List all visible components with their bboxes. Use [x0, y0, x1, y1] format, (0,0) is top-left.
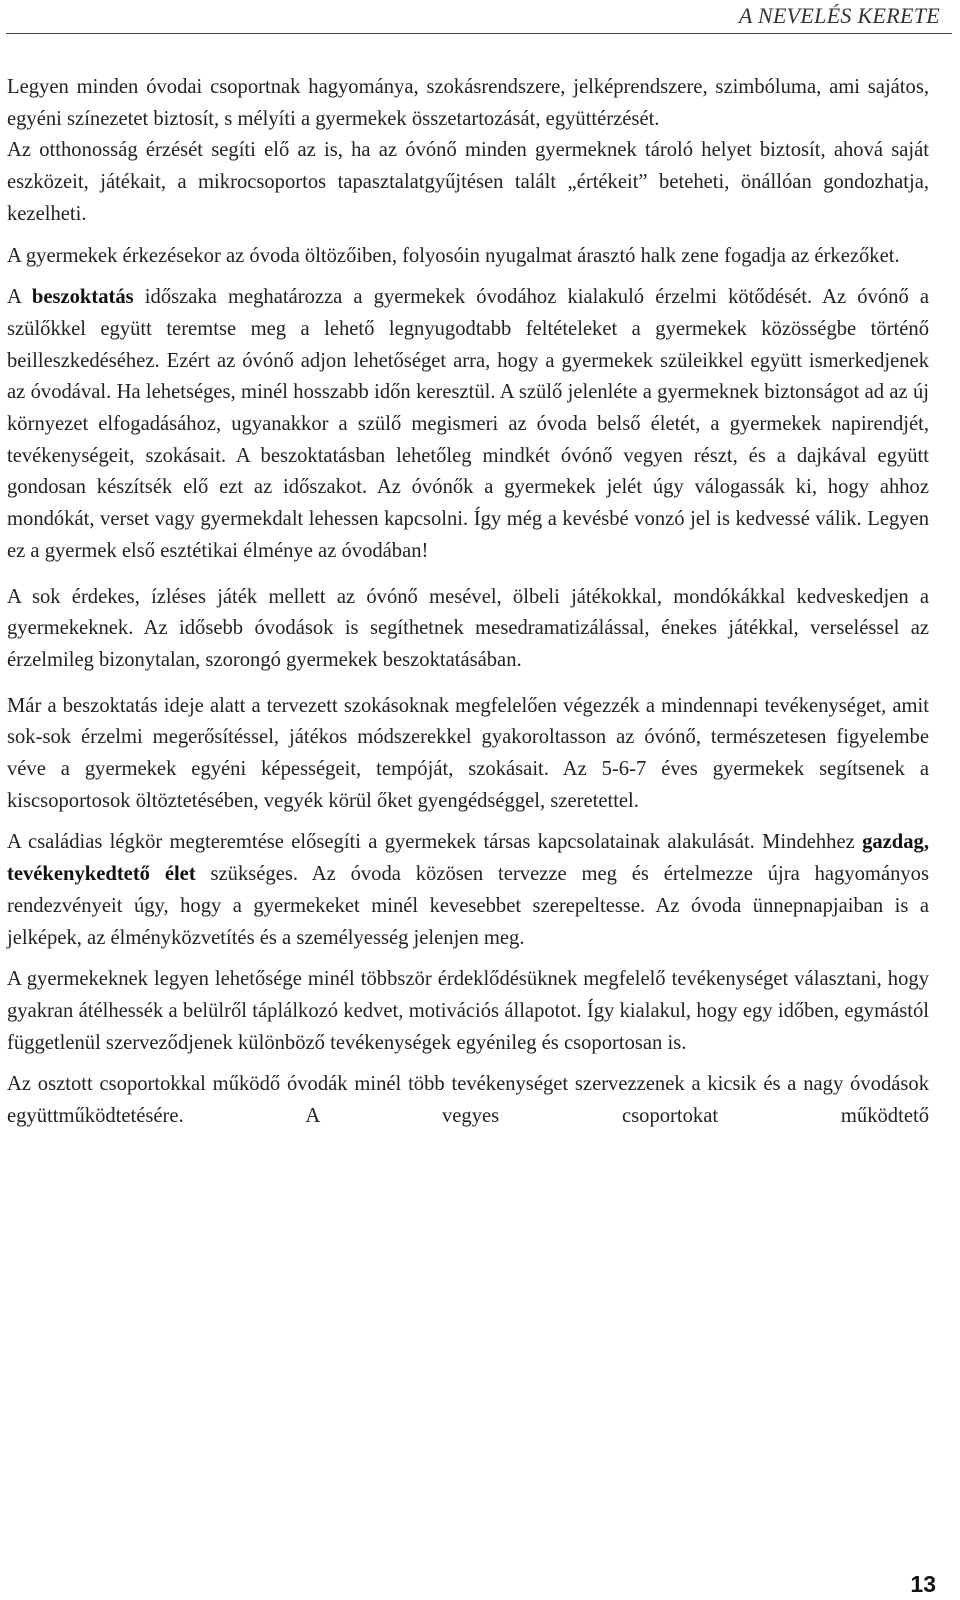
settling-in-lead: A — [7, 286, 32, 309]
paragraph-arrival: A gyermekek érkezésekor az óvoda öltözőiben, folyosóin nyugalmat árasztó halk zene fogadja az érkezőket. — [7, 244, 900, 267]
page-number: 13 — [910, 1571, 936, 1597]
page-body — [7, 72, 929, 1143]
paragraph-group-symbols: Legyen minden óvodai csoportnak hagyománya, szokásrendszere, jelképrendszere, szimbóluma, ami sajátos, egyéni színezetet biztosít, s mélyíti a gyermekek összetartozását, együttérzését. — [7, 76, 929, 130]
family-atmosphere-lead: A családias légkör megteremtése elősegíti a gyermekek társas kapcsolatainak alakulását. Mindehhez — [7, 831, 863, 854]
settling-in-text: időszaka meghatározza a gyermekek óvodához kialakuló érzelmi kötődését. Az óvónő a szülőkkel együtt teremtse meg a lehető legnyugodtabb feltételeket a gyermekek közösségbe történő beilleszkedéséhez. Ezért az óvónő adjon lehetőséget arra, hogy a gyermekek szüleikkel együtt ismerkedjenek az óvodával. Ha lehetséges, minél hosszabb időn keresztül. A szülő jelenléte a gyermeknek biztonságot ad az új környezet elfogadásához, ugyanakkor a szülő megismeri az óvoda belső életét, a gyermekek napirendjét, tevékenységeit, szokásait. A beszoktatásban lehetőleg mindkét óvónő vegyen részt, és a dajkával együtt gondosan készítsék elő ezt az időszakot. Az óvónők a gyermekek jelét úgy válogassák ki, hogy ahhoz mondókát, verset vagy gyermekdalt lehessen kapcsolni. Így még a kevésbé vonzó jel is kedvessé válik. Legyen ez a gyermek első esztétikai élménye az óvodában! — [7, 286, 929, 562]
running-head-title: A NEVELÉS KERETE — [738, 3, 940, 28]
paragraph-habits: Már a beszoktatás ideje alatt a tervezett szokásoknak megfelelően végezzék a mindennapi tevékenységet, amit sok-sok érzelmi megerősítéssel, játékos módszerekkel gyakoroltasson az óvónő, természetesen figyelembe véve a gyermekek egyéni képességeit, tempóját, szokásait. Az 5-6-7 éves gyermekek segítsenek a kiscsoportosok öltöztetésében, vegyék körül őket gyengédséggel, szeretettel. — [7, 694, 929, 812]
paragraph-family-atmosphere — [7, 827, 929, 954]
paragraph-split-groups: Az osztott csoportokkal működő óvodák minél több tevékenységet szervezzenek a kicsik és a nagy óvodások együttműködtetésére. A vegyes csoportokat működtető — [7, 1073, 929, 1128]
paragraph-activity-choice: A gyermekeknek legyen lehetősége minél többször érdeklődésüknek megfelelő tevékenységet választani, hogy gyakran átélhessék a belülről táplálkozó kedvet, motivációs állapotot. Így kialakul, hogy egy időben, egymástól függetlenül szerveződjenek különböző tevékenységek egyénileg és csoportosan is. — [7, 968, 929, 1054]
settling-in-bold-term: beszoktatás — [31, 286, 134, 309]
paragraph-toys-tales: A sok érdekes, ízléses játék mellett az óvónő mesével, ölbeli játékokkal, mondókákkal kedveskedjen a gyermekeknek. Az idősebb óvodások is segíthetnek mesedramatizálással, énekes játékkal, verseléssel az érzelmileg bizonytalan, szorongó gyermekek beszoktatásában. — [7, 585, 929, 671]
paragraph-settling-in — [7, 282, 929, 567]
paragraph-own-place: Az otthonosság érzését segíti elő az is, ha az óvónő minden gyermeknek tároló helyet biztosít, ahová saját eszközeit, játékait, a mikrocsoportos tapasztalatgyűjtésen talált „értékeit” beteheti, önállóan gondozhatja, kezelheti. — [7, 139, 929, 225]
family-atmosphere-text: szükséges. Az óvoda közösen tervezze meg és értelmezze újra hagyományos rendezvényeit úgy, hogy a gyermekeket minél kevesebbet szerepeltesse. Az óvoda ünnepnapjaiban is a jelképek, az élményközvetítés és a személyesség jelenjen meg. — [7, 863, 929, 949]
page-header — [6, 0, 952, 34]
family-atmosphere-bold-term: gazdag, tevékenykedtető élet — [7, 831, 929, 886]
